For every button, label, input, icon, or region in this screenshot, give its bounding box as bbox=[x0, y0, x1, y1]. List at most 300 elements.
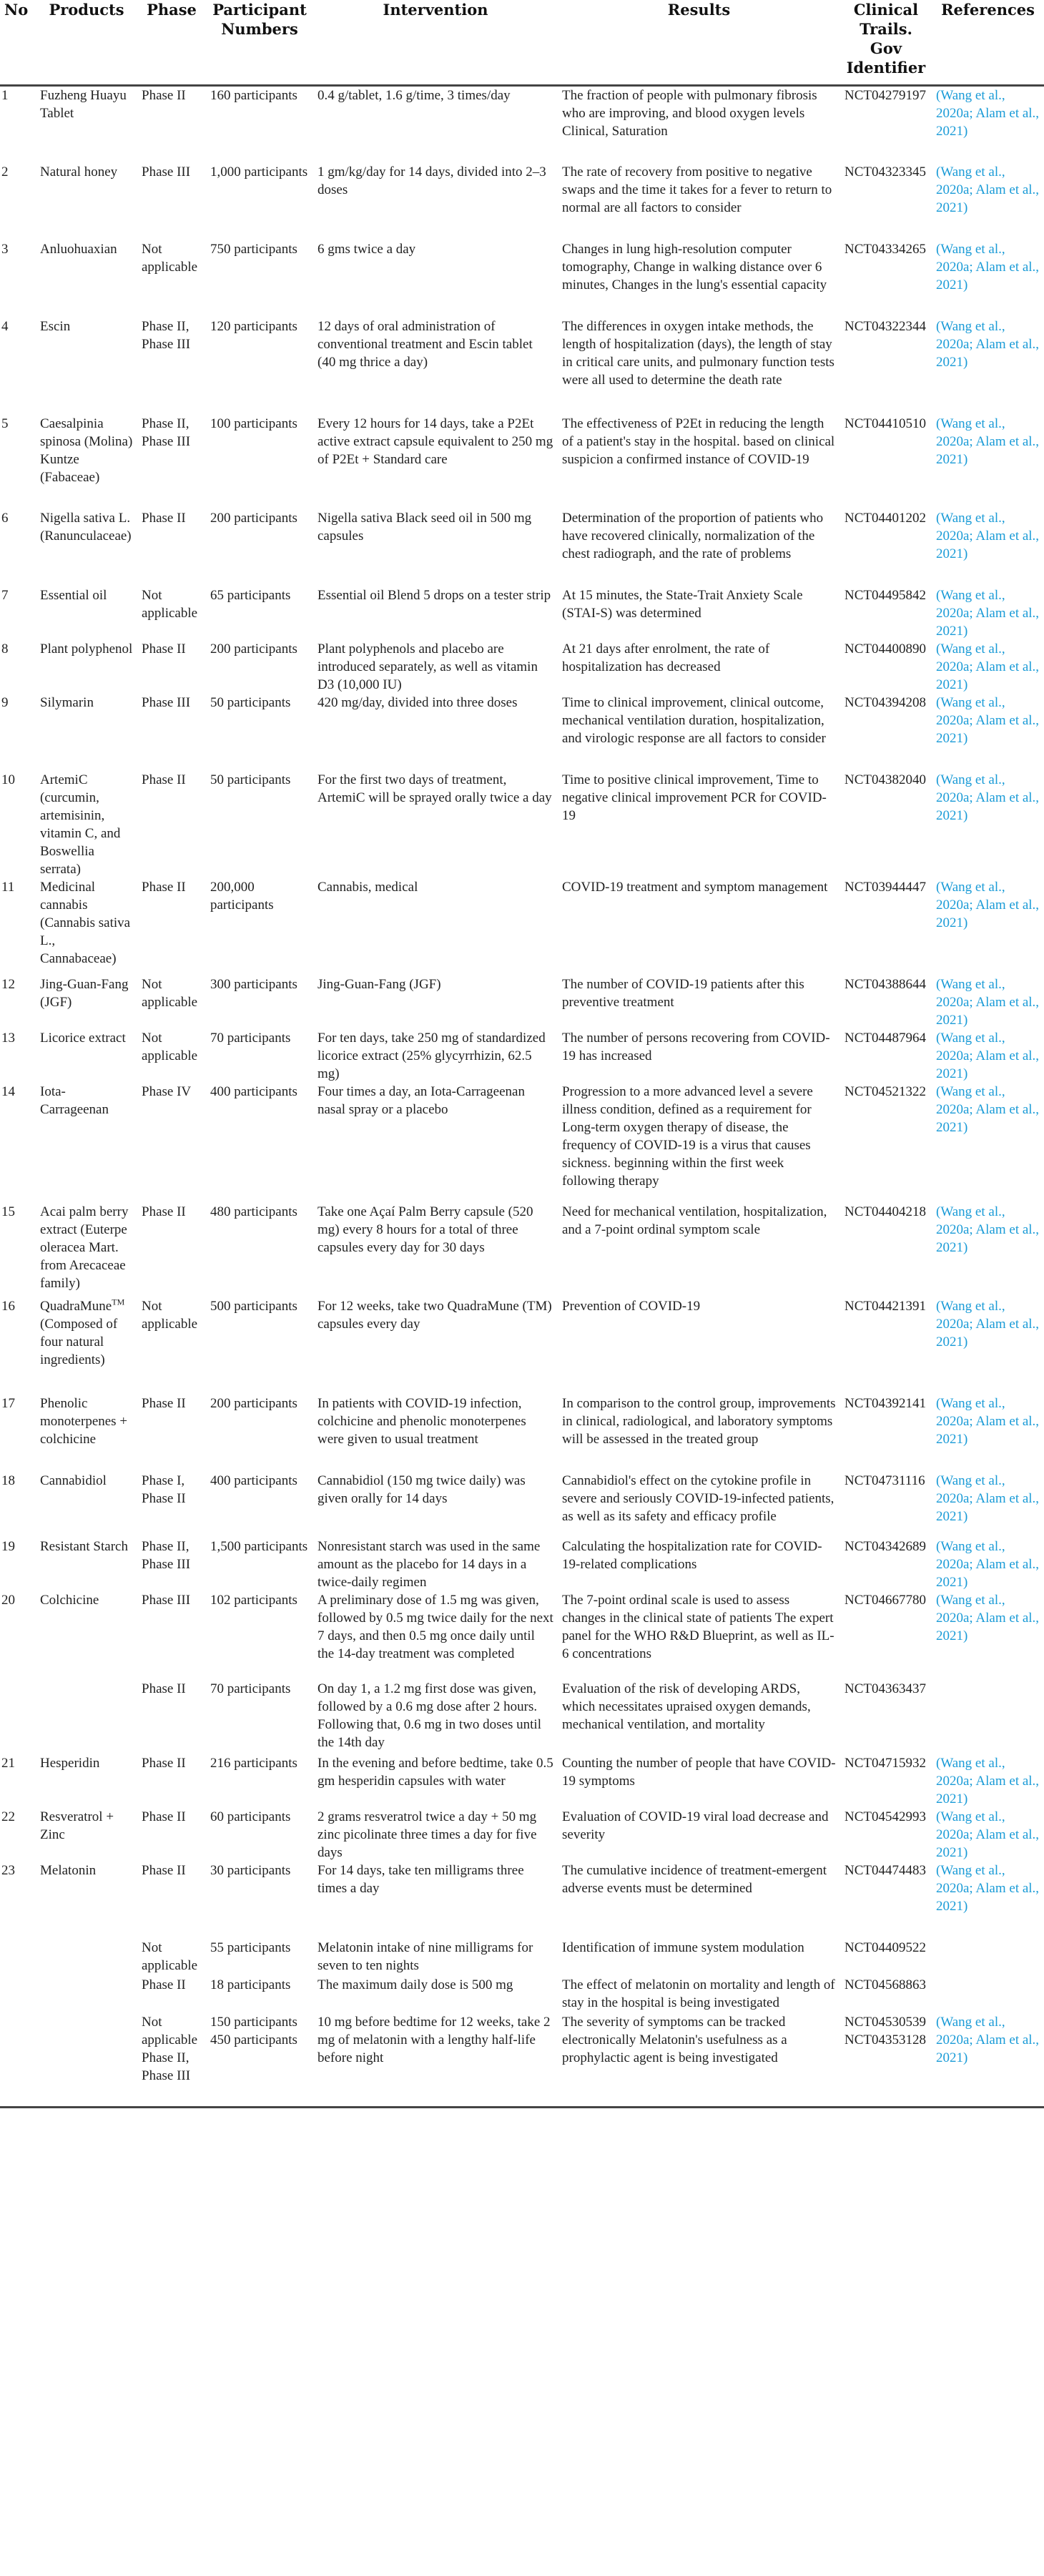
reference-link[interactable]: (Wang et al., 2020a; bbox=[936, 976, 1005, 1010]
cell-no: 16 bbox=[1, 1298, 15, 1314]
reference-link[interactable]: Alam et al., 2021) bbox=[936, 433, 1040, 467]
cell-results: The differences in oxygen intake methods, the length of hospitalization (days), the length of stay in critical care units, and pulmonary function tests were all used to determine the death rate bbox=[562, 318, 834, 388]
reference-link[interactable]: (Wang et al., 2020a; bbox=[936, 587, 1005, 621]
header-identifier: Clinical Trails. Gov Identifier bbox=[840, 0, 932, 86]
cell-participants: 50 participants bbox=[210, 694, 291, 710]
cell-results: At 15 minutes, the State-Trait Anxiety Scale (STAI-S) was determined bbox=[562, 587, 803, 621]
cell-product: Anluohuaxian bbox=[40, 241, 117, 257]
table-row bbox=[0, 1297, 1044, 1395]
cell-phase: Phase II bbox=[142, 1395, 186, 1411]
product-name: QuadraMune bbox=[40, 1298, 112, 1314]
cell-identifier: NCT04530539 NCT04353128 bbox=[840, 2013, 932, 2108]
cell-phase: Not applicable Phase II, Phase III bbox=[137, 2013, 206, 2108]
cell-intervention: Take one Açaí Palm Berry capsule (520 mg) every 8 hours for a total of three capsules every day for 30 days bbox=[317, 1204, 533, 1255]
table-row bbox=[0, 694, 1044, 771]
cell-phase: Phase II bbox=[142, 1977, 186, 1992]
cell-references bbox=[932, 771, 1044, 878]
table-row bbox=[0, 975, 1044, 1029]
table-row bbox=[0, 1591, 1044, 1680]
cell-phase: Phase II bbox=[142, 879, 186, 895]
table-row bbox=[0, 640, 1044, 694]
cell-no: 15 bbox=[1, 1204, 15, 1219]
cell-product: Medicinal cannabis (Cannabis sativa L., Cannabaceae) bbox=[40, 879, 131, 966]
reference-link[interactable]: Alam et al., 2021) bbox=[936, 1413, 1040, 1447]
cell-identifier: NCT04382040 bbox=[844, 772, 926, 787]
cell-references bbox=[932, 1862, 1044, 1939]
table-row bbox=[0, 509, 1044, 586]
cell-product bbox=[36, 1297, 137, 1395]
cell-intervention: Melatonin intake of nine milligrams for seven to ten nights bbox=[317, 1940, 533, 1973]
cell-no: 2 bbox=[1, 164, 9, 180]
reference-link[interactable]: (Wang et al., 2020a; bbox=[936, 510, 1005, 544]
cell-no: 7 bbox=[1, 587, 9, 603]
cell-references bbox=[932, 1680, 1044, 1754]
cell-phase: Phase III bbox=[142, 694, 191, 710]
table-row bbox=[0, 878, 1044, 975]
reference-link[interactable]: (Wang et al., 2020a; bbox=[936, 772, 1005, 805]
reference-link[interactable]: (Wang et al., 2020a; bbox=[936, 1809, 1005, 1842]
cell-identifier: NCT04394208 bbox=[844, 694, 926, 710]
reference-link[interactable]: (Wang et al., 2020a; bbox=[936, 641, 1005, 674]
cell-no: 11 bbox=[1, 879, 15, 895]
cell-no: 13 bbox=[1, 1030, 15, 1046]
cell-identifier: NCT04731116 bbox=[844, 1473, 925, 1488]
cell-no: 4 bbox=[1, 318, 9, 334]
table-row bbox=[0, 1538, 1044, 1591]
cell-no: 3 bbox=[1, 241, 9, 257]
cell-results: Need for mechanical ventilation, hospitalization, and a 7-point ordinal symptom scale bbox=[562, 1204, 827, 1237]
cell-references bbox=[932, 1754, 1044, 1808]
cell-results: The rate of recovery from positive to negative swaps and the time it takes for a fever to return to normal are all factors to consider bbox=[562, 164, 832, 215]
cell-results: The number of persons recovering from COVID-19 has increased bbox=[562, 1030, 830, 1063]
cell-results: The severity of symptoms can be tracked electronically Melatonin's usefulness as a prophylactic agent is being investigated bbox=[558, 2013, 840, 2108]
cell-identifier: NCT04404218 bbox=[844, 1204, 926, 1219]
table-row bbox=[0, 1680, 1044, 1754]
reference-link[interactable]: Alam et al., 2021) bbox=[936, 1316, 1040, 1350]
cell-product: Silymarin bbox=[40, 694, 94, 710]
cell-intervention: For ten days, take 250 mg of standardized licorice extract (25% glycyrrhizin, 62.5 mg) bbox=[317, 1030, 546, 1081]
reference-link[interactable]: Alam et al., 2021) bbox=[936, 1827, 1040, 1860]
cell-product: Melatonin bbox=[40, 1862, 97, 1878]
cell-product: Fuzheng Huayu Tablet bbox=[40, 88, 127, 121]
cell-phase: Phase I, Phase II bbox=[142, 1473, 186, 1506]
cell-participants: 70 participants bbox=[210, 1681, 291, 1696]
reference-link[interactable]: (Wang et al., 2020a; bbox=[936, 164, 1005, 197]
cell-participants: 50 participants bbox=[210, 772, 291, 787]
cell-intervention: In the evening and before bedtime, take 0.5 gm hesperidin capsules with water bbox=[317, 1755, 553, 1789]
reference-link[interactable]: Alam et al., 2021) bbox=[936, 1221, 1040, 1255]
table-row bbox=[0, 1754, 1044, 1808]
cell-references bbox=[932, 1808, 1044, 1862]
cell-participants: 102 participants bbox=[210, 1592, 297, 1608]
cell-no bbox=[0, 1680, 36, 1754]
table-row bbox=[0, 1976, 1044, 2013]
cell-no: 5 bbox=[1, 416, 9, 431]
cell-participants: 750 participants bbox=[210, 241, 297, 257]
reference-link[interactable]: (Wang et al., 2020a; bbox=[936, 1083, 1005, 1117]
cell-identifier: NCT04322344 bbox=[844, 318, 926, 334]
cell-phase: Not applicable bbox=[142, 587, 198, 621]
reference-link[interactable]: (Wang et al., 2020a; bbox=[936, 416, 1005, 449]
product-note: (Composed of four natural ingredients) bbox=[40, 1316, 118, 1367]
cell-results: Identification of immune system modulation bbox=[562, 1940, 804, 1955]
cell-no: 12 bbox=[1, 976, 15, 992]
cell-references bbox=[932, 1203, 1044, 1297]
cell-results: Calculating the hospitalization rate for COVID-19-related complications bbox=[562, 1538, 822, 1572]
reference-link[interactable]: Alam et al., 2021) bbox=[936, 1101, 1040, 1135]
cell-participants: 1,500 participants bbox=[210, 1538, 308, 1554]
cell-product: Essential oil bbox=[40, 587, 107, 603]
cell-results: Prevention of COVID-19 bbox=[562, 1298, 701, 1314]
cell-participants: 100 participants bbox=[210, 416, 297, 431]
cell-references bbox=[932, 240, 1044, 318]
cell-phase: Phase II, Phase III bbox=[142, 1538, 191, 1572]
table-row bbox=[0, 1939, 1044, 1976]
cell-references bbox=[932, 318, 1044, 415]
cell-product: Natural honey bbox=[40, 164, 118, 180]
table-body bbox=[0, 86, 1044, 2108]
cell-phase: Phase II bbox=[142, 1755, 186, 1771]
header-references: References bbox=[932, 0, 1044, 86]
cell-references bbox=[932, 1976, 1044, 2013]
cell-intervention: Essential oil Blend 5 drops on a tester strip bbox=[317, 587, 551, 603]
cell-participants: 18 participants bbox=[210, 1977, 291, 1992]
cell-identifier: NCT04401202 bbox=[844, 510, 926, 526]
cell-references bbox=[932, 86, 1044, 163]
cell-participants: 200 participants bbox=[210, 641, 297, 657]
reference-link[interactable]: Alam et al., 2021) bbox=[936, 659, 1040, 692]
reference-link[interactable]: Alam et al., 2021) bbox=[936, 1048, 1040, 1081]
cell-participants: 200,000 participants bbox=[210, 879, 274, 913]
reference-link[interactable]: (Wang et al., 2020a; bbox=[936, 1755, 1005, 1789]
table-header bbox=[0, 0, 1044, 86]
cell-identifier: NCT04363437 bbox=[844, 1681, 926, 1696]
cell-identifier: NCT04400890 bbox=[844, 641, 926, 657]
table-row bbox=[0, 318, 1044, 415]
reference-link[interactable]: Alam et al., 2021) bbox=[936, 1490, 1040, 1524]
cell-no: 1 bbox=[1, 88, 9, 103]
table-row bbox=[0, 1808, 1044, 1862]
cell-references bbox=[932, 1395, 1044, 1472]
cell-results: The effectiveness of P2Et in reducing the length of a patient's stay in the hospital. based on clinical suspicion a confirmed instance of COVID-19 bbox=[562, 416, 835, 467]
cell-results: The fraction of people with pulmonary fibrosis who are improving, and blood oxygen levels Clinical, Saturation bbox=[562, 88, 817, 139]
reference-link[interactable]: Alam et al., 2021) bbox=[936, 605, 1040, 639]
cell-identifier: NCT04474483 bbox=[844, 1862, 926, 1878]
cell-identifier: NCT04421391 bbox=[844, 1298, 926, 1314]
cell-intervention: Jing-Guan-Fang (JGF) bbox=[317, 976, 441, 992]
cell-results: Evaluation of the risk of developing ARDS, which necessitates upraised oxygen demands, mechanical ventilation, and mortality bbox=[562, 1681, 811, 1732]
cell-product bbox=[36, 2013, 137, 2108]
cell-references bbox=[932, 1297, 1044, 1395]
cell-product: Resistant Starch bbox=[40, 1538, 128, 1554]
cell-references bbox=[932, 1591, 1044, 1680]
cell-phase: Phase III bbox=[142, 164, 191, 180]
cell-references bbox=[932, 509, 1044, 586]
cell-no: 18 bbox=[1, 1473, 15, 1488]
cell-participants: 70 participants bbox=[210, 1030, 291, 1046]
cell-product: Resveratrol + Zinc bbox=[40, 1809, 114, 1842]
cell-references bbox=[932, 878, 1044, 975]
cell-product: Plant polyphenol bbox=[40, 641, 133, 657]
cell-references bbox=[932, 640, 1044, 694]
cell-product: Nigella sativa L. (Ranunculaceae) bbox=[40, 510, 132, 544]
table-row bbox=[0, 163, 1044, 240]
cell-phase: Phase III bbox=[142, 1592, 191, 1608]
cell-intervention: 12 days of oral administration of conventional treatment and Escin tablet (40 mg thrice a day) bbox=[317, 318, 533, 370]
cell-identifier: NCT04495842 bbox=[844, 587, 926, 603]
cell-references bbox=[932, 415, 1044, 509]
cell-results: In comparison to the control group, improvements in clinical, radiological, and laboratory symptoms will be assessed in the treated group bbox=[562, 1395, 836, 1447]
cell-identifier: NCT04409522 bbox=[844, 1940, 926, 1955]
reference-link[interactable]: (Wang et al., 2020a; bbox=[936, 694, 1005, 728]
cell-no: 9 bbox=[1, 694, 9, 710]
cell-product: Caesalpinia spinosa (Molina) Kuntze (Fabaceae) bbox=[40, 416, 133, 485]
reference-link[interactable]: Alam et al., 2021) bbox=[936, 790, 1040, 823]
cell-phase: Not applicable bbox=[142, 1298, 198, 1332]
cell-intervention: 2 grams resveratrol twice a day + 50 mg zinc picolinate three times a day for five days bbox=[317, 1809, 537, 1860]
cell-results: At 21 days after enrolment, the rate of hospitalization has decreased bbox=[562, 641, 770, 674]
cell-references bbox=[932, 1083, 1044, 1203]
cell-references bbox=[932, 1029, 1044, 1083]
reference-link[interactable]: Alam et al., 2021) bbox=[936, 336, 1040, 370]
cell-no: 20 bbox=[1, 1592, 15, 1608]
cell-no bbox=[0, 1939, 36, 1976]
cell-results: The effect of melatonin on mortality and length of stay in the hospital is being investigated bbox=[562, 1977, 835, 2010]
cell-results: The number of COVID-19 patients after this preventive treatment bbox=[562, 976, 804, 1010]
cell-intervention: 0.4 g/tablet, 1.6 g/time, 3 times/day bbox=[317, 88, 511, 103]
reference-link[interactable]: Alam et al., 2021) bbox=[936, 528, 1040, 561]
cell-phase: Phase II, Phase III bbox=[142, 416, 191, 449]
cell-intervention: Four times a day, an Iota-Carrageenan nasal spray or a placebo bbox=[317, 1083, 525, 1117]
reference-link[interactable]: Alam et al., 2021) bbox=[936, 1610, 1040, 1643]
cell-results: Time to positive clinical improvement, Time to negative clinical improvement PCR for COVID-19 bbox=[562, 772, 827, 823]
cell-phase: Phase II, Phase III bbox=[142, 318, 191, 352]
cell-product: Hesperidin bbox=[40, 1755, 100, 1771]
cell-intervention: Nigella sativa Black seed oil in 500 mg capsules bbox=[317, 510, 532, 544]
cell-intervention: In patients with COVID-19 infection, colchicine and phenolic monoterpenes were given to usual treatment bbox=[317, 1395, 526, 1447]
cell-intervention: Plant polyphenols and placebo are introduced separately, as well as vitamin D3 (10,000 IU) bbox=[317, 641, 538, 692]
cell-identifier: NCT04334265 bbox=[844, 241, 926, 257]
table-row bbox=[0, 2013, 1044, 2108]
reference-link[interactable]: Alam et al., 2021) bbox=[936, 712, 1040, 746]
reference-link[interactable]: Alam et al., 2021) bbox=[936, 2032, 1040, 2065]
reference-link[interactable]: (Wang et al., 2020a; bbox=[936, 241, 1005, 275]
table-row bbox=[0, 1395, 1044, 1472]
header-intervention: Intervention bbox=[313, 0, 558, 86]
header-no: No bbox=[0, 0, 36, 86]
reference-link[interactable]: (Wang et al., 2020a; bbox=[936, 1473, 1005, 1506]
cell-participants: 400 participants bbox=[210, 1473, 297, 1488]
reference-link[interactable]: Alam et al., 2021) bbox=[936, 259, 1040, 292]
cell-intervention: A preliminary dose of 1.5 mg was given, followed by 0.5 mg twice daily for the next 7 days, and then 0.5 mg once daily until the 14-day treatment was completed bbox=[317, 1592, 553, 1661]
table-row bbox=[0, 1203, 1044, 1297]
reference-link[interactable]: (Wang et al., 2020a; bbox=[936, 2014, 1005, 2047]
cell-identifier: NCT04487964 bbox=[844, 1030, 926, 1046]
cell-no bbox=[0, 2013, 36, 2108]
cell-identifier: NCT04410510 bbox=[844, 416, 926, 431]
reference-link[interactable]: (Wang et al., 2020a; bbox=[936, 88, 1005, 121]
cell-identifier: NCT04568863 bbox=[844, 1977, 926, 1992]
cell-phase: Not applicable bbox=[142, 241, 198, 275]
cell-identifier: NCT04521322 bbox=[844, 1083, 926, 1099]
cell-results: COVID-19 treatment and symptom management bbox=[562, 879, 828, 895]
cell-intervention: The maximum daily dose is 500 mg bbox=[317, 1977, 513, 1992]
cell-results: The 7-point ordinal scale is used to assess changes in the clinical state of patients The expert panel for the WHO R&D Blueprint, as well as IL-6 concentrations bbox=[562, 1592, 834, 1661]
cell-participants: 400 participants bbox=[210, 1083, 297, 1099]
cell-intervention: For the first two days of treatment, ArtemiC will be sprayed orally twice a day bbox=[317, 772, 552, 805]
header-results: Results bbox=[558, 0, 840, 86]
reference-link[interactable]: (Wang et al., 2020a; bbox=[936, 1395, 1005, 1429]
cell-participants: 160 participants bbox=[210, 88, 297, 103]
cell-participants: 200 participants bbox=[210, 1395, 297, 1411]
cell-phase: Phase IV bbox=[142, 1083, 192, 1099]
cell-participants: 120 participants bbox=[210, 318, 297, 334]
cell-product: Acai palm berry extract (Euterpe oleracea Mart. from Arecaceae family) bbox=[40, 1204, 129, 1291]
cell-product: Licorice extract bbox=[40, 1030, 126, 1046]
cell-no bbox=[0, 1976, 36, 2013]
cell-participants: 216 participants bbox=[210, 1755, 297, 1771]
cell-references bbox=[932, 163, 1044, 240]
table-row bbox=[0, 1083, 1044, 1203]
cell-no: 19 bbox=[1, 1538, 15, 1554]
cell-phase: Phase II bbox=[142, 510, 186, 526]
cell-no: 10 bbox=[1, 772, 15, 787]
cell-identifier: NCT03944447 bbox=[844, 879, 926, 895]
cell-no: 21 bbox=[1, 1755, 15, 1771]
table-row bbox=[0, 586, 1044, 640]
cell-product: Colchicine bbox=[40, 1592, 99, 1608]
cell-references bbox=[932, 975, 1044, 1029]
cell-no: 23 bbox=[1, 1862, 15, 1878]
cell-references bbox=[932, 694, 1044, 771]
cell-results: The cumulative incidence of treatment-emergent adverse events must be determined bbox=[562, 1862, 827, 1896]
cell-results: Changes in lung high-resolution computer tomography, Change in walking distance over 6 minutes, Changes in the lung's essential capacity bbox=[562, 241, 827, 292]
cell-phase: Not applicable bbox=[142, 976, 198, 1010]
cell-intervention: Nonresistant starch was used in the same amount as the placebo for 14 days in a twice-daily regimen bbox=[317, 1538, 541, 1590]
cell-product: Escin bbox=[40, 318, 71, 334]
cell-product: ArtemiC (curcumin, artemisinin, vitamin C, and Boswellia serrata) bbox=[40, 772, 121, 877]
reference-link[interactable]: Alam et al., 2021) bbox=[936, 1773, 1040, 1806]
cell-product bbox=[36, 1680, 137, 1754]
cell-results: Progression to a more advanced level a severe illness condition, defined as a requirement for Long-term oxygen therapy of disease, the frequency of COVID-19 is a virus that causes sickness. beginning within the first week following therapy bbox=[562, 1083, 813, 1189]
cell-intervention: On day 1, a 1.2 mg first dose was given, followed by a 0.6 mg dose after 2 hours. Following that, 0.6 mg in two doses until the 14th day bbox=[317, 1681, 541, 1750]
reference-link[interactable]: (Wang et al., 2020a; bbox=[936, 1538, 1005, 1572]
table-row bbox=[0, 771, 1044, 878]
reference-link[interactable]: Alam et al., 2021) bbox=[936, 182, 1040, 215]
cell-identifier: NCT04667780 bbox=[844, 1592, 926, 1608]
cell-results: Determination of the proportion of patients who have recovered clinically, normalization of the chest radiograph, and the rate of problems bbox=[562, 510, 824, 561]
table-row bbox=[0, 415, 1044, 509]
cell-identifier: NCT04392141 bbox=[844, 1395, 926, 1411]
cell-participants: 60 participants bbox=[210, 1809, 291, 1824]
cell-intervention: 10 mg before bedtime for 12 weeks, take 2 mg of melatonin with a lengthy half-life before night bbox=[313, 2013, 558, 2108]
cell-intervention: For 12 weeks, take two QuadraMune (TM) capsules every day bbox=[317, 1298, 552, 1332]
reference-link[interactable]: (Wang et al., 2020a; bbox=[936, 1030, 1005, 1063]
cell-references bbox=[932, 586, 1044, 640]
cell-phase: Phase II bbox=[142, 1862, 186, 1878]
cell-identifier: NCT04388644 bbox=[844, 976, 926, 992]
cell-identifier: NCT04342689 bbox=[844, 1538, 926, 1554]
reference-link[interactable]: Alam et al., 2021) bbox=[936, 897, 1040, 930]
cell-intervention: 420 mg/day, divided into three doses bbox=[317, 694, 518, 710]
cell-references bbox=[932, 1538, 1044, 1591]
cell-product bbox=[36, 1976, 137, 2013]
cell-product: Iota-Carrageenan bbox=[40, 1083, 109, 1117]
cell-phase: Phase II bbox=[142, 88, 186, 103]
trademark-sup: TM bbox=[112, 1297, 125, 1307]
cell-no: 17 bbox=[1, 1395, 15, 1411]
cell-identifier: NCT04323345 bbox=[844, 164, 926, 180]
cell-participants: 500 participants bbox=[210, 1298, 297, 1314]
reference-link[interactable]: (Wang et al., 2020a; bbox=[936, 1204, 1005, 1237]
reference-link[interactable]: (Wang et al., 2020a; bbox=[936, 1862, 1005, 1896]
cell-phase: Phase II bbox=[142, 641, 186, 657]
reference-link[interactable]: Alam et al., 2021) bbox=[936, 994, 1040, 1028]
table-row bbox=[0, 1472, 1044, 1538]
cell-participants: 55 participants bbox=[210, 1940, 291, 1955]
reference-link[interactable]: (Wang et al., 2020a; bbox=[936, 1298, 1005, 1332]
cell-no: 8 bbox=[1, 641, 9, 657]
cell-phase: Phase II bbox=[142, 1681, 186, 1696]
cell-results: Counting the number of people that have COVID-19 symptoms bbox=[562, 1755, 836, 1789]
header-phase: Phase bbox=[137, 0, 206, 86]
cell-intervention: Every 12 hours for 14 days, take a P2Et active extract capsule equivalent to 250 mg of P2Et + Standard care bbox=[317, 416, 553, 467]
cell-results: Cannabidiol's effect on the cytokine profile in severe and seriously COVID-19-infected patients, as well as its safety and efficacy profile bbox=[562, 1473, 834, 1524]
cell-references bbox=[932, 1939, 1044, 1976]
cell-intervention: 6 gms twice a day bbox=[317, 241, 416, 257]
cell-participants: 1,000 participants bbox=[210, 164, 308, 180]
reference-link[interactable]: (Wang et al., 2020a; bbox=[936, 879, 1005, 913]
cell-participants: 150 participants 450 participants bbox=[206, 2013, 313, 2108]
reference-link[interactable]: Alam et al., 2021) bbox=[936, 1556, 1040, 1590]
cell-results: Time to clinical improvement, clinical outcome, mechanical ventilation duration, hospitalization, and virologic response are all factors to consider bbox=[562, 694, 826, 746]
cell-participants: 200 participants bbox=[210, 510, 297, 526]
cell-identifier: NCT04279197 bbox=[844, 88, 926, 103]
cell-product bbox=[36, 1939, 137, 1976]
cell-results: Evaluation of COVID-19 viral load decrease and severity bbox=[562, 1809, 829, 1842]
table-row bbox=[0, 1029, 1044, 1083]
cell-product: Cannabidiol bbox=[40, 1473, 107, 1488]
table-row bbox=[0, 86, 1044, 163]
cell-references bbox=[932, 2013, 1044, 2108]
cell-phase: Not applicable bbox=[142, 1030, 198, 1063]
cell-no: 22 bbox=[1, 1809, 15, 1824]
cell-no: 6 bbox=[1, 510, 9, 526]
cell-intervention: 1 gm/kg/day for 14 days, divided into 2–3 doses bbox=[317, 164, 546, 197]
cell-phase: Phase II bbox=[142, 1809, 186, 1824]
cell-participants: 65 participants bbox=[210, 587, 291, 603]
reference-link[interactable]: (Wang et al., 2020a; bbox=[936, 1592, 1005, 1626]
cell-intervention: Cannabis, medical bbox=[317, 879, 418, 895]
reference-link[interactable]: (Wang et al., 2020a; bbox=[936, 318, 1005, 352]
cell-no: 14 bbox=[1, 1083, 15, 1099]
reference-link[interactable]: Alam et al., 2021) bbox=[936, 106, 1040, 139]
cell-participants: 480 participants bbox=[210, 1204, 297, 1219]
cell-references bbox=[932, 1472, 1044, 1538]
cell-phase: Phase II bbox=[142, 1204, 186, 1219]
reference-link[interactable]: Alam et al., 2021) bbox=[936, 1880, 1040, 1914]
cell-phase: Not applicable bbox=[142, 1940, 198, 1973]
table-row bbox=[0, 240, 1044, 318]
cell-intervention: Cannabidiol (150 mg twice daily) was given orally for 14 days bbox=[317, 1473, 526, 1506]
cell-participants: 30 participants bbox=[210, 1862, 291, 1878]
table-row bbox=[0, 1862, 1044, 1939]
cell-product: Phenolic monoterpenes + colchicine bbox=[40, 1395, 128, 1447]
header-products: Products bbox=[36, 0, 137, 86]
cell-participants: 300 participants bbox=[210, 976, 297, 992]
cell-identifier: NCT04542993 bbox=[844, 1809, 926, 1824]
cell-product: Jing-Guan-Fang (JGF) bbox=[40, 976, 129, 1010]
